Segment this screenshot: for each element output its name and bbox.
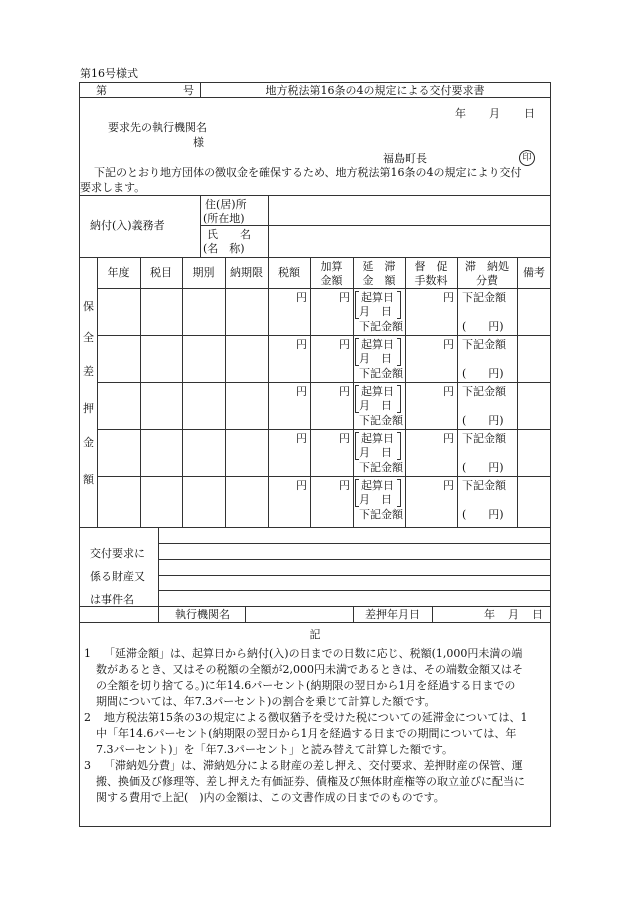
cell-tsukihi: 月 日: [359, 399, 392, 412]
side-label-6: 額: [83, 473, 94, 486]
bracket-right: [397, 338, 401, 366]
cell-kasan-yen: 円: [339, 479, 350, 492]
date-year: 年: [455, 107, 466, 120]
cell-taino-kaki: 下記金額: [462, 432, 506, 445]
note-line: 「延滞金額」は、起算日から納付(入)の日までの日数に応じ、税額(1,000円未満の端: [104, 647, 523, 660]
cell-taino-paren: ( 円): [462, 320, 504, 333]
cell-entai-kaki: 下記金額: [359, 508, 403, 521]
cell-kasan-yen: 円: [339, 291, 350, 304]
name-sub: (名 称): [203, 242, 245, 255]
cell-kisan-label: 起算日: [361, 291, 394, 304]
cell-tsukihi: 月 日: [359, 352, 392, 365]
name-label: 氏 名: [207, 228, 251, 241]
seizure-month: 月: [508, 608, 519, 621]
agency-label: 執行機関名: [175, 608, 230, 621]
bracket-right: [397, 432, 401, 460]
taxpayer-label: 納付(入)義務者: [90, 219, 165, 232]
note-line: 地方税法第15条の3の規定による徴収猶予を受けた税についての延滞金については、1: [104, 711, 528, 724]
cell-tsukihi: 月 日: [359, 493, 392, 506]
cell-kasan-yen: 円: [339, 385, 350, 398]
cell-tokusoku-yen: 円: [443, 385, 454, 398]
header-taino-2: 分費: [476, 274, 498, 287]
note-line: 7.3パーセント)」を「年7.3パーセント」と読み替えて計算した額です。: [96, 743, 453, 756]
bracket-right: [397, 291, 401, 319]
cell-tokusoku-yen: 円: [443, 479, 454, 492]
header-kasan-2: 金額: [320, 274, 343, 287]
address-label: 住(居)所: [205, 198, 247, 211]
cell-zeigaku-yen: 円: [296, 291, 307, 304]
addressee-sama: 様: [193, 136, 204, 149]
cell-kasan-yen: 円: [339, 338, 350, 351]
note-line: 「滞納処分費」は、滞納処分による財産の差し押え、交付要求、差押財産の保管、運: [104, 759, 523, 772]
cell-entai-kaki: 下記金額: [359, 367, 403, 380]
property-label-1: 交付要求に: [90, 547, 145, 560]
cell-tsukihi: 月 日: [359, 446, 392, 459]
header-tokusoku-1: 督 促: [414, 260, 448, 273]
header-tokusoku-2: 手数料: [414, 274, 448, 287]
cell-entai-kaki: 下記金額: [359, 414, 403, 427]
header-nendo: 年度: [107, 266, 130, 279]
form-number: 第16号様式: [80, 67, 138, 80]
address-sub: (所在地): [203, 212, 245, 225]
seizure-date-label: 差押年月日: [365, 608, 420, 621]
header-biko: 備考: [523, 266, 545, 279]
header-nokigen: 納期限: [230, 266, 263, 279]
note-line: 期間については、年7.3パーセント)の割合を乗じて計算した額です。: [96, 695, 436, 708]
cell-entai-kaki: 下記金額: [359, 461, 403, 474]
cell-kisan-label: 起算日: [361, 385, 394, 398]
cell-taino-kaki: 下記金額: [462, 385, 506, 398]
cell-kasan-yen: 円: [339, 432, 350, 445]
header-zeigaku: 税額: [278, 266, 300, 279]
note-line: 数があるとき、又はその税額の全額が2,000円未満であるときは、その端数金額又はそ: [96, 663, 524, 676]
side-label-5: 金: [83, 436, 94, 449]
intro-line-1: 下記のとおり地方団体の徴収金を確保するため、地方税法第16条の4の規定により交付: [94, 166, 522, 179]
cell-kisan-label: 起算日: [361, 432, 394, 445]
cell-taino-paren: ( 円): [462, 414, 504, 427]
cell-taino-kaki: 下記金額: [462, 291, 506, 304]
cell-zeigaku-yen: 円: [296, 385, 307, 398]
cell-zeigaku-yen: 円: [296, 432, 307, 445]
cell-tsukihi: 月 日: [359, 305, 392, 318]
note-line: 中「年14.6パーセント(納期限の翌日から1月を経過する日までの期間については、年: [96, 727, 517, 740]
seizure-day: 日: [532, 608, 543, 621]
date-day: 日: [524, 107, 535, 120]
cell-zeigaku-yen: 円: [296, 479, 307, 492]
bracket-right: [397, 479, 401, 507]
header-entai-1: 延 滞: [362, 260, 396, 273]
note-line: 搬、換価及び修理等、差し押えた有価証券、債権及び無体財産権等の取立並びに配当に: [96, 775, 525, 788]
header-taino-1: 滞 納処: [465, 260, 509, 273]
addressee-label: 要求先の執行機関名: [108, 121, 207, 134]
seal-mark: 印: [519, 150, 535, 166]
cell-kisan-label: 起算日: [361, 338, 394, 351]
sender-name: 福島町長: [383, 152, 427, 165]
property-label-2: 係る財産又: [90, 570, 145, 583]
cell-taino-kaki: 下記金額: [462, 338, 506, 351]
doc-number-go: 号: [183, 84, 194, 97]
cell-kisan-label: 起算日: [361, 479, 394, 492]
seizure-year: 年: [484, 608, 495, 621]
header-kasan-1: 加算: [320, 260, 343, 273]
cell-tokusoku-yen: 円: [443, 338, 454, 351]
property-label-3: は事件名: [90, 593, 134, 606]
side-label-2: 全: [83, 331, 94, 344]
date-month: 月: [489, 107, 500, 120]
note-line: 関する費用で上記( )内の金額は、この文書作成の日までのものです。: [96, 791, 445, 804]
note-number: 2: [84, 711, 91, 724]
intro-line-2: 要求します。: [80, 181, 146, 194]
cell-tokusoku-yen: 円: [443, 291, 454, 304]
cell-taino-paren: ( 円): [462, 461, 504, 474]
side-label-4: 押: [83, 402, 94, 415]
doc-number-dai: 第: [96, 84, 107, 97]
side-label-1: 保: [83, 300, 94, 313]
cell-taino-paren: ( 円): [462, 367, 504, 380]
document-title: 地方税法第16条の4の規定による交付要求書: [265, 84, 485, 97]
header-kibetsu: 期別: [192, 266, 215, 279]
cell-taino-paren: ( 円): [462, 508, 504, 521]
notes-heading: 記: [309, 628, 321, 641]
cell-entai-kaki: 下記金額: [359, 320, 403, 333]
note-number: 3: [84, 759, 91, 772]
side-label-3: 差: [83, 365, 94, 378]
cell-taino-kaki: 下記金額: [462, 479, 506, 492]
cell-tokusoku-yen: 円: [443, 432, 454, 445]
note-line: の全額を切り捨てる。)に年14.6パーセント(納期限の翌日から1月を経過する日までの: [96, 679, 516, 692]
header-entai-2: 金 額: [362, 274, 396, 287]
header-zeimoku: 税目: [150, 266, 172, 279]
note-number: 1: [84, 647, 91, 660]
cell-zeigaku-yen: 円: [296, 338, 307, 351]
bracket-right: [397, 385, 401, 413]
